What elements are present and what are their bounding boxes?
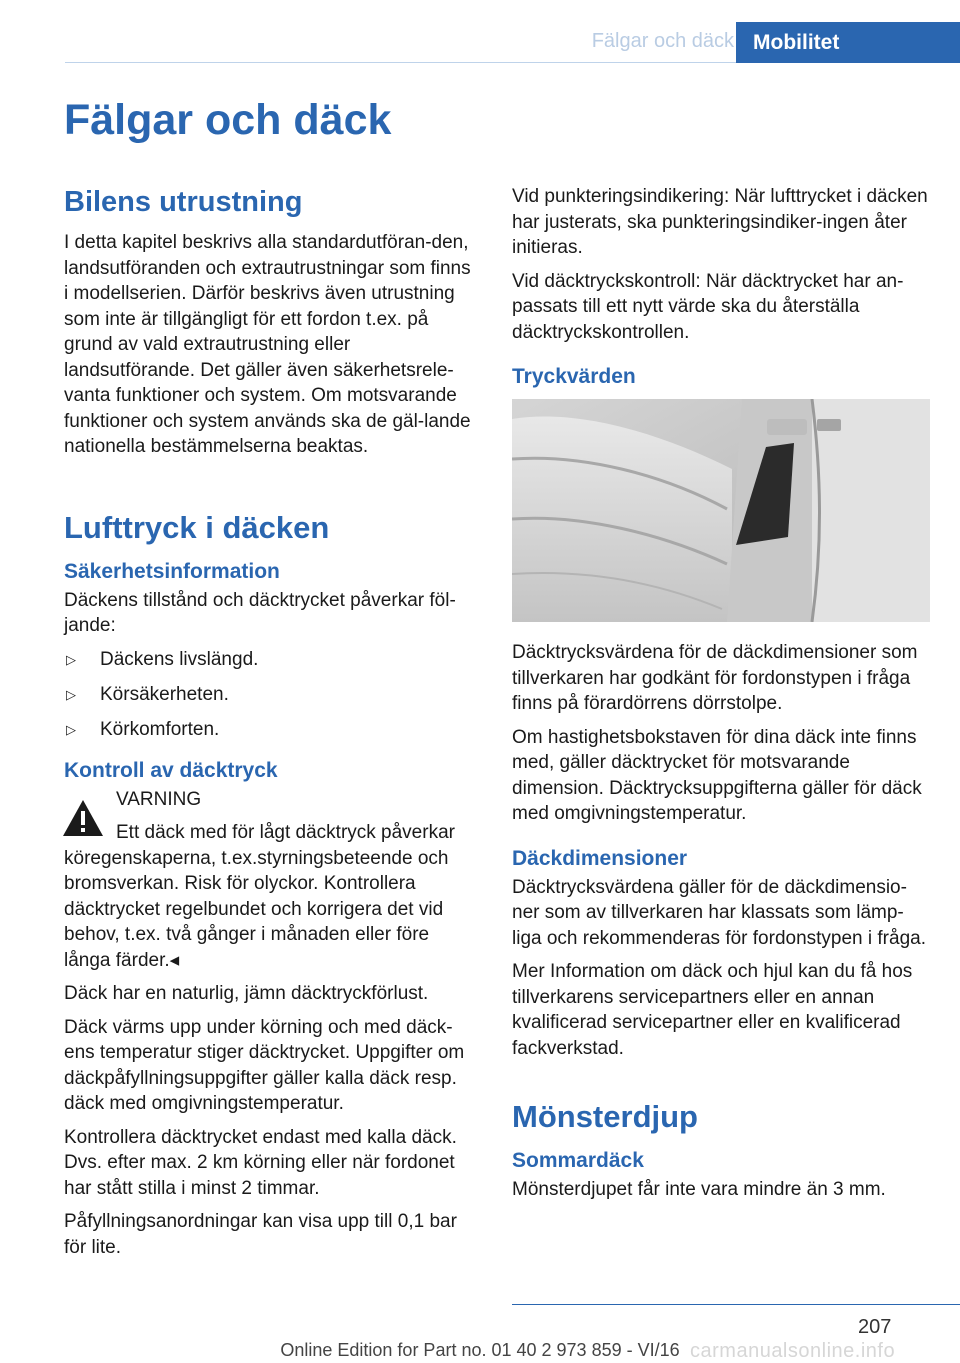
list-item (64, 647, 479, 673)
bullet-list (64, 647, 479, 743)
list-item-text: Körkomforten. (100, 718, 220, 740)
heading-summer-tires: Sommardäck (512, 1149, 644, 1172)
warning-label: VARNING (116, 788, 202, 810)
heading-pressure-values: Tryckvärden (512, 365, 636, 388)
list-item (64, 682, 479, 708)
paragraph-safety: Däckens tillstånd och däcktrycket påverkar föl-jande: (64, 589, 456, 636)
paragraph-dims-2: Mer Information om däck och hjul kan du få hos tillverkarens servicepartners eller en annan kvalificerad servicepartner eller en kvalificerad fackverkstad. (512, 961, 913, 1059)
triangle-bullet-icon: ▷ (66, 686, 76, 702)
paragraph: Däck värms upp under körning och med däck-ens temperatur stiger däcktrycket. Uppgifter om däckpåfyllningsuppgifter gäller kalla däck resp. däck med omgivningstemperatur. (64, 1016, 465, 1114)
paragraph: Påfyllningsanordningar kan visa upp till 0,1 bar för lite. (64, 1211, 457, 1258)
paragraph-values-1: Däcktrycksvärdena för de däckdimensioner som tillverkaren har godkänt för fordonstypen i fråga finns på förardörrens dörrstolpe. (512, 642, 918, 714)
paragraph-values-2: Om hastighetsbokstaven för dina däck inte finns med, gäller däcktrycket för motsvarande dimension. Däcktrycksuppgifterna gäller för däck med omgivningstemperatur. (512, 726, 922, 824)
heading-tread-depth: Mönsterdjup (512, 1099, 698, 1134)
paragraph: Kontrollera däcktrycket endast med kalla däck. Dvs. efter max. 2 km körning eller när fordonet har stått stilla i minst 2 timmar. (64, 1126, 457, 1199)
left-column (64, 184, 479, 1268)
paragraph-tpms: Vid däcktryckskontroll: När däcktrycket har an-passats till ett nytt värde ska du återställa däcktryckskontrollen. (512, 270, 904, 343)
page-title: Fälgar och däck (64, 96, 392, 144)
warning-text: Ett däck med för lågt däcktryck påverkar köregenskaperna, t.ex.styrningsbeteende och bromsverkan. Risk för olyckor. Kontrollera däcktrycket regelbundet och korrigera det vid behov, t.ex. två gånger i månaden eller före långa färder.◂ (64, 822, 455, 971)
door-pillar-photo (512, 399, 930, 622)
list-item-text: Däckens livslängd. (100, 648, 259, 670)
heading-vehicle-equipment: Bilens utrustning (64, 186, 303, 218)
triangle-bullet-icon: ▷ (66, 651, 76, 667)
paragraph: Däck har en naturlig, jämn däcktryckförlust. (64, 983, 429, 1004)
paragraph-equipment: I detta kapitel beskrivs alla standardutföran-den, landsutföranden och extrautrustningar som finns i modellserien. Därför beskrivs även utrustning som inte är tillgängligt för ett fordon t.ex. på grund av vald extrautrustning eller landsutförande. Det gäller även säkerhetsrele-vanta funktioner och system. Om motsvarande funktioner och system används ska de gäl-lande nationella bestämmelserna beaktas. (64, 232, 471, 457)
triangle-bullet-icon: ▷ (66, 721, 76, 737)
paragraph-dims-1: Däcktrycksvärdena gäller för de däckdimensio-ner som av tillverkaren har klassats som lämp-liga och rekommenderas för fordonstypen i fråga. (512, 876, 926, 949)
list-item (64, 717, 479, 743)
page-number: 207 (858, 1316, 892, 1338)
header-section-label: Fälgar och däck (591, 30, 734, 52)
paragraph-summer: Mönsterdjupet får inte vara mindre än 3 mm. (512, 1179, 886, 1200)
footer-rule (512, 1304, 960, 1305)
heading-pressure-check: Kontroll av däcktryck (64, 758, 278, 782)
heading-safety-info: Säkerhetsinformation (64, 559, 280, 583)
warning-triangle-icon (62, 799, 104, 837)
paragraph-puncture: Vid punkteringsindikering: När lufttrycket i däcken har justerats, ska punkteringsindiker-ingen åter initieras. (512, 186, 928, 258)
watermark: carmanualsonline.info (690, 1340, 896, 1362)
footer-edition: Online Edition for Part no. 01 40 2 973 859 - VI/16 (280, 1340, 680, 1360)
heading-tire-pressure: Lufttryck i däcken (64, 509, 330, 545)
list-item-text: Körsäkerheten. (100, 683, 229, 705)
header-chapter-tab: Mobilitet (736, 22, 960, 63)
warning-block (64, 787, 479, 813)
heading-tire-dimensions: Däckdimensioner (512, 846, 688, 870)
right-column (512, 184, 930, 1211)
